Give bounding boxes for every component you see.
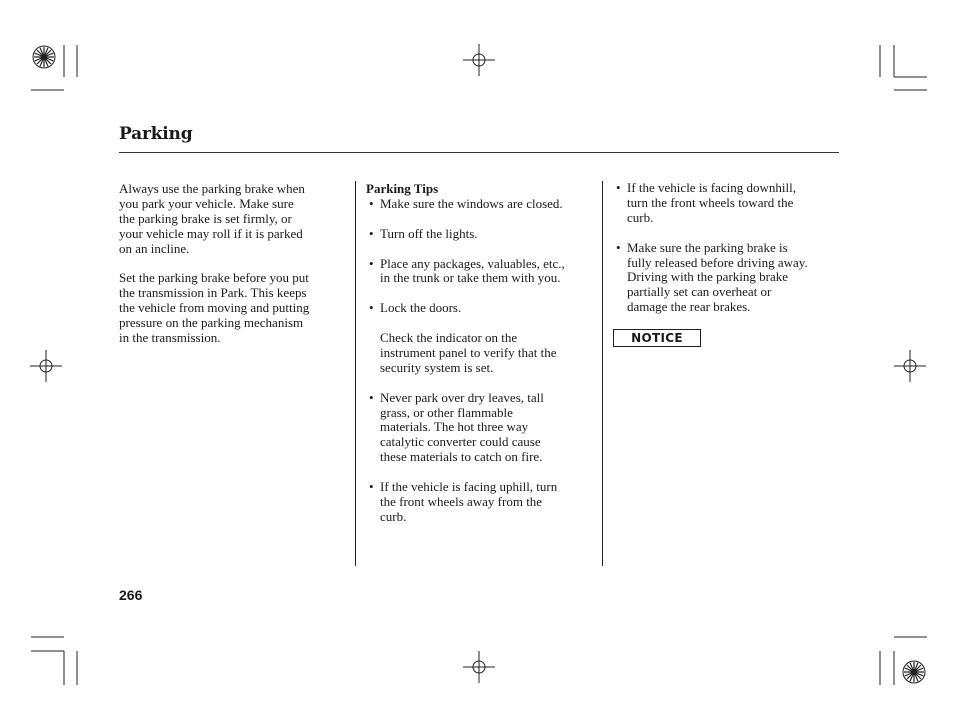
right-crosshair-icon <box>894 350 926 382</box>
list-item <box>366 227 598 242</box>
top-left-starburst-icon <box>33 46 55 68</box>
bottom-right-starburst-icon <box>903 661 925 683</box>
list-item-line: grass, or other flammable <box>380 404 513 420</box>
list-item-line: partially set can overheat or <box>627 284 772 300</box>
paragraph-line: on an incline. <box>119 240 190 256</box>
list-item <box>613 241 843 316</box>
paragraph-line: you park your vehicle. Make sure <box>119 195 294 211</box>
right-column <box>613 181 843 315</box>
list-item-line: curb. <box>627 209 654 225</box>
list-item-line: Make sure the parking brake is <box>627 239 788 255</box>
bullet-icon: • <box>369 225 374 241</box>
bullet-icon: • <box>616 180 621 195</box>
list-item <box>366 480 598 525</box>
list-item-line: Never park over dry leaves, tall <box>380 389 544 405</box>
top-right-crop-marks <box>880 45 927 90</box>
list-item-line: security system is set. <box>380 359 494 375</box>
page-number: 266 <box>119 587 143 603</box>
paragraph-line: pressure on the parking mechanism <box>119 315 304 331</box>
middle-column <box>366 182 598 525</box>
bullet-icon: • <box>369 195 374 211</box>
list-item-line: Check the indicator on the <box>380 330 518 345</box>
list-item-line: Turn off the lights. <box>380 225 478 241</box>
paragraph-line: Set the parking brake before you put <box>119 270 309 286</box>
bullet-icon: • <box>369 300 374 316</box>
list-item <box>366 301 598 316</box>
list-item <box>366 197 598 212</box>
bottom-center-crosshair-icon <box>463 651 495 683</box>
list-item-line: these materials to catch on fire. <box>380 449 543 465</box>
list-item-line: catalytic converter could cause <box>380 434 541 450</box>
list-item-line: Lock the doors. <box>380 300 462 316</box>
list-item-line: in the trunk or take them with you. <box>380 270 561 286</box>
column-divider-left <box>355 181 356 566</box>
list-item-line: curb. <box>380 508 407 524</box>
paragraph-line: the parking brake is set firmly, or <box>119 210 292 226</box>
bullet-icon: • <box>616 239 621 255</box>
section-title: Parking <box>119 124 193 144</box>
bullet-icon: • <box>369 255 374 271</box>
list-item-line: Place any packages, valuables, etc., <box>380 255 565 271</box>
left-crosshair-icon <box>30 350 62 382</box>
list-item <box>366 257 598 287</box>
list-item-line: materials. The hot three way <box>380 419 529 435</box>
paragraph-line: your vehicle may roll if it is parked <box>119 225 303 241</box>
parking-tips-heading: Parking Tips <box>366 181 439 196</box>
paragraph-line: Always use the parking brake when <box>119 181 305 196</box>
paragraph-line: the vehicle from moving and putting <box>119 300 310 316</box>
notice-label: NOTICE <box>613 329 701 347</box>
column-divider-right <box>602 181 603 566</box>
list-item-line: If the vehicle is facing uphill, turn <box>380 479 558 495</box>
left-column <box>119 182 349 346</box>
list-item-line: instrument panel to verify that the <box>380 344 557 360</box>
paragraph-line: in the transmission. <box>119 330 221 346</box>
list-item-followup <box>366 331 598 376</box>
top-center-crosshair-icon <box>463 44 495 76</box>
bullet-icon: • <box>369 479 374 495</box>
list-item <box>366 391 598 466</box>
list-item-line: Make sure the windows are closed. <box>380 195 563 211</box>
list-item <box>613 181 843 226</box>
list-item-line: fully released before driving away. <box>627 254 808 270</box>
list-item-line: turn the front wheels toward the <box>627 194 794 210</box>
list-item-line: the front wheels away from the <box>380 493 543 509</box>
bullet-icon: • <box>369 389 374 405</box>
bottom-left-crop-marks <box>31 637 77 685</box>
list-item-line: Driving with the parking brake <box>627 269 789 285</box>
list-item-line: If the vehicle is facing downhill, <box>627 180 796 195</box>
list-item-line: damage the rear brakes. <box>627 299 751 315</box>
title-divider <box>119 152 839 153</box>
paragraph-line: the transmission in Park. This keeps <box>119 285 307 301</box>
